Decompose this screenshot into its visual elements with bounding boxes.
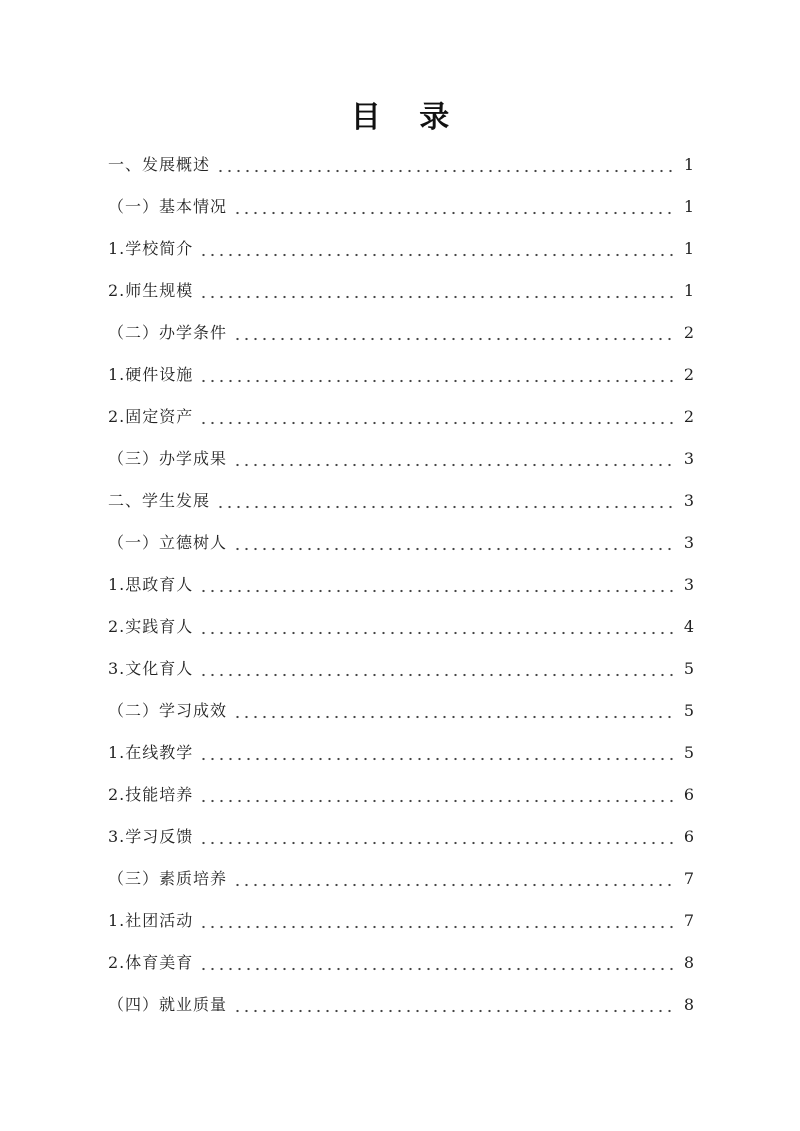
toc-entry-label: 一、发展概述 [108, 155, 211, 174]
toc-entry-label: 1.思政育人 [108, 575, 194, 594]
toc-entry-label: 2.固定资产 [108, 407, 194, 426]
toc-page-number: 3 [683, 449, 694, 468]
toc-entry-label: 1.在线教学 [108, 743, 194, 762]
toc-dot-leader [199, 743, 676, 763]
toc-entry[interactable] [108, 853, 694, 895]
toc-entry[interactable] [108, 979, 694, 1021]
toc-page-number: 7 [683, 869, 694, 888]
toc-dot-leader [199, 239, 676, 259]
toc-page-number: 2 [683, 323, 694, 342]
toc-entry[interactable] [108, 895, 694, 937]
toc-entry-label: 3.学习反馈 [108, 827, 194, 846]
toc-entry[interactable] [108, 139, 694, 181]
toc-dot-leader [216, 155, 676, 175]
toc-dot-leader [233, 533, 676, 553]
toc-entry[interactable] [108, 517, 694, 559]
toc-entry-label: 2.师生规模 [108, 281, 194, 300]
toc-dot-leader [199, 785, 676, 805]
toc-page-number: 1 [683, 239, 694, 258]
toc-entry[interactable] [108, 559, 694, 601]
toc-dot-leader [233, 995, 676, 1015]
toc-entry[interactable] [108, 937, 694, 979]
toc-entry-label: （一）立德树人 [108, 533, 228, 552]
toc-entry-label: （一）基本情况 [108, 197, 228, 216]
toc-page-number: 6 [683, 785, 694, 804]
toc-entry-label: （三）素质培养 [108, 869, 228, 888]
toc-dot-leader [199, 407, 676, 427]
toc-entry[interactable] [108, 433, 694, 475]
toc-entry[interactable] [108, 391, 694, 433]
toc-dot-leader [233, 701, 676, 721]
toc-dot-leader [199, 911, 676, 931]
toc-entry-label: （二）学习成效 [108, 701, 228, 720]
toc-dot-leader [233, 197, 676, 217]
toc-entry[interactable] [108, 685, 694, 727]
toc-entry-label: 二、学生发展 [108, 491, 211, 510]
toc-page-number: 1 [683, 281, 694, 300]
toc-page-number: 3 [683, 491, 694, 510]
toc-page-number: 2 [683, 407, 694, 426]
toc-page-number: 1 [683, 197, 694, 216]
toc-page-number: 5 [683, 659, 694, 678]
toc-page-number: 8 [683, 995, 694, 1014]
toc-entry[interactable] [108, 181, 694, 223]
toc-page-number: 5 [683, 743, 694, 762]
toc-page-number: 8 [683, 953, 694, 972]
toc-entry[interactable] [108, 265, 694, 307]
toc-entry-label: （四）就业质量 [108, 995, 228, 1014]
toc-entry-label: 2.技能培养 [108, 785, 194, 804]
toc-entry-label: 1.社团活动 [108, 911, 194, 930]
toc-entry-label: 1.学校简介 [108, 239, 194, 258]
toc-entry[interactable] [108, 307, 694, 349]
toc-dot-leader [199, 953, 676, 973]
toc-entry[interactable] [108, 769, 694, 811]
toc-entry-label: （二）办学条件 [108, 323, 228, 342]
toc-dot-leader [233, 323, 676, 343]
toc-dot-leader [199, 281, 676, 301]
toc-dot-leader [233, 869, 676, 889]
toc-page-number: 3 [683, 575, 694, 594]
toc-entry[interactable] [108, 601, 694, 643]
toc-entry[interactable] [108, 727, 694, 769]
toc-entry[interactable] [108, 349, 694, 391]
toc-dot-leader [199, 827, 676, 847]
toc-entry[interactable] [108, 475, 694, 517]
toc-dot-leader [199, 365, 676, 385]
toc-page-number: 7 [683, 911, 694, 930]
toc-entry[interactable] [108, 811, 694, 853]
toc-dot-leader [216, 491, 676, 511]
toc-entry-label: 1.硬件设施 [108, 365, 194, 384]
toc-entry-label: 2.实践育人 [108, 617, 194, 636]
toc-entry-label: 2.体育美育 [108, 953, 194, 972]
toc-dot-leader [199, 575, 676, 595]
toc-entry[interactable] [108, 643, 694, 685]
toc-page-number: 3 [683, 533, 694, 552]
toc-title: 目 录 [350, 100, 464, 135]
toc-entry[interactable] [108, 223, 694, 265]
toc-entry-label: 3.文化育人 [108, 659, 194, 678]
toc-page-number: 4 [683, 617, 694, 636]
toc-dot-leader [199, 659, 676, 679]
toc-page-number: 6 [683, 827, 694, 846]
toc-page-number: 2 [683, 365, 694, 384]
toc-page-number: 1 [683, 155, 694, 174]
toc-dot-leader [199, 617, 676, 637]
toc-page-number: 5 [683, 701, 694, 720]
toc-entry-label: （三）办学成果 [108, 449, 228, 468]
table-of-contents [108, 139, 694, 1021]
toc-dot-leader [233, 449, 676, 469]
